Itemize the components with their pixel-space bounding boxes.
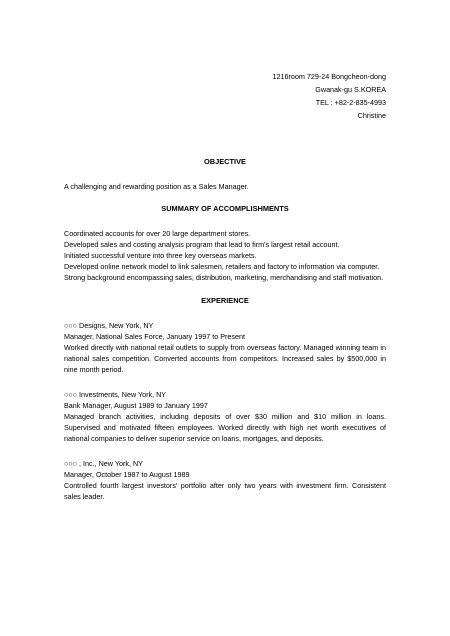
- job-title: Bank Manager, August 1989 to January 1997: [64, 401, 208, 410]
- job-company: ○○○ Investments, New York, NY: [64, 390, 167, 399]
- summary-list: [64, 228, 386, 283]
- summary-item: Initiated successful venture into three key overseas markets.: [64, 251, 257, 260]
- job-description: Managed branch activities, including deposits of over $30 million and $10 million in loans. Supervised and motivated fifteen employees. Worked directly with high net worth executives of national companies to deliver superior service on loans, mortgages, and deposits.: [64, 412, 386, 443]
- experience-entry: [64, 320, 386, 375]
- address-name: Christine: [357, 111, 386, 120]
- job-company: ○○○ Designs, New York, NY: [64, 321, 154, 330]
- summary-item: Strong background encompassing sales, distribution, marketing, merchandising and staff motivation.: [64, 273, 384, 282]
- resume-content: [64, 156, 386, 502]
- job-title: Manager, October 1987 to August 1989: [64, 470, 190, 479]
- address-block: [273, 70, 387, 122]
- summary-item: Developed online network model to link salesmen, retailers and factory to information via computer.: [64, 262, 380, 271]
- address-phone: TEL : +82-2-835-4993: [315, 98, 386, 107]
- job-description: Worked directly with national retail outlets to supply from overseas factory. Managed winning team in national sales competition. Converted accounts from competitors. Increased sales by $500,000 in nine month period.: [64, 343, 386, 374]
- summary-item: Coordinated accounts for over 20 large department stores.: [64, 229, 251, 238]
- job-title: Manager, National Sales Force, January 1997 to Present: [64, 332, 245, 341]
- job-description: Controlled fourth largest investors' portfolio after only two years with investment firm. Consistent sales leader.: [64, 481, 386, 501]
- summary-item: Developed sales and costing analysis program that lead to firm's largest retail account.: [64, 240, 340, 249]
- objective-heading: OBJECTIVE: [204, 157, 246, 166]
- objective-text: A challenging and rewarding position as a Sales Manager.: [64, 182, 249, 191]
- summary-heading: SUMMARY OF ACCOMPLISHMENTS: [161, 204, 289, 213]
- experience-heading: EXPERIENCE: [201, 296, 249, 305]
- experience-entry: [64, 389, 386, 444]
- experience-entry: [64, 458, 386, 502]
- address-street: 1216room 729-24 Bongcheon-dong: [272, 72, 386, 81]
- job-company: ○○○ , Inc., New York, NY: [64, 459, 143, 468]
- address-city: Gwanak-gu S.KOREA: [315, 85, 386, 94]
